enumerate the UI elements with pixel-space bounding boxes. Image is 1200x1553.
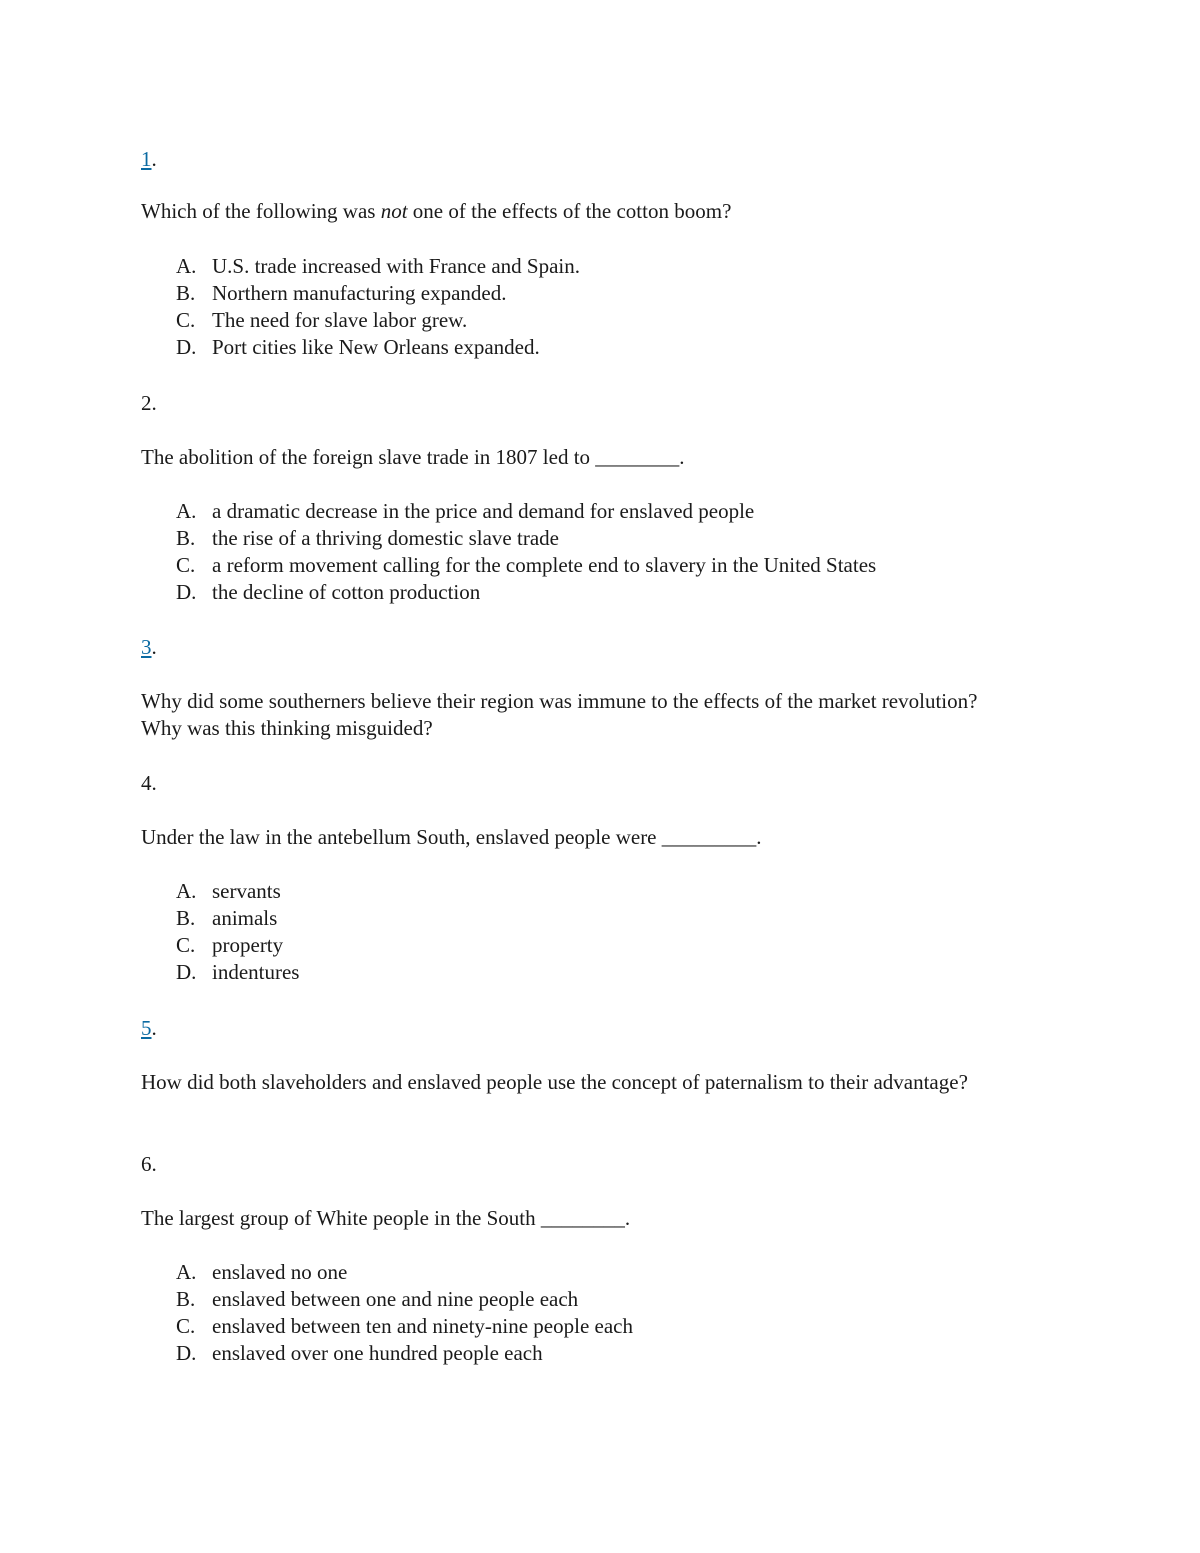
question-1 xyxy=(141,145,1021,361)
option-b: B. enslaved between one and nine people each xyxy=(176,1287,579,1311)
question-number: 6. xyxy=(141,1152,157,1176)
option-a: A. servants xyxy=(176,879,281,903)
option-b: B. the rise of a thriving domestic slave trade xyxy=(176,526,559,550)
question-3 xyxy=(141,633,1021,742)
question-6 xyxy=(141,1150,1021,1367)
answer-options xyxy=(141,878,1021,986)
option-d: D. indentures xyxy=(176,960,300,984)
option-a: A. a dramatic decrease in the price and demand for enslaved people xyxy=(176,499,755,523)
option-b: B. animals xyxy=(176,906,278,930)
question-text: Which of the following was not one of the effects of the cotton boom? xyxy=(141,199,732,223)
option-c: C. enslaved between ten and ninety-nine people each xyxy=(176,1314,633,1338)
question-5 xyxy=(141,1014,1021,1096)
question-text: The largest group of White people in the South ________. xyxy=(141,1206,631,1230)
answer-options xyxy=(141,253,1021,361)
question-text: Why did some southerners believe their region was immune to the effects of the market revolution? Why was this thinking misguided? xyxy=(141,689,978,740)
option-d: D. Port cities like New Orleans expanded. xyxy=(176,335,540,359)
emphasis: not xyxy=(380,199,408,223)
question-text: The abolition of the foreign slave trade in 1807 led to ________. xyxy=(141,445,685,469)
question-number-link[interactable]: 3 xyxy=(141,635,152,659)
option-c: C. a reform movement calling for the complete end to slavery in the United States xyxy=(176,553,877,577)
question-4 xyxy=(141,769,1021,986)
question-2 xyxy=(141,389,1021,606)
option-a: A. enslaved no one xyxy=(176,1260,348,1284)
option-b: B. Northern manufacturing expanded. xyxy=(176,281,507,305)
option-d: D. enslaved over one hundred people each xyxy=(176,1341,543,1365)
question-number: 4. xyxy=(141,771,157,795)
question-text: How did both slaveholders and enslaved people use the concept of paternalism to their advantage? xyxy=(141,1070,968,1094)
question-number: 3. xyxy=(141,635,157,659)
question-text: Under the law in the antebellum South, enslaved people were _________. xyxy=(141,825,762,849)
question-number-link[interactable]: 5 xyxy=(141,1016,152,1040)
option-d: D. the decline of cotton production xyxy=(176,580,481,604)
question-number: 2. xyxy=(141,391,157,415)
option-a: A. U.S. trade increased with France and Spain. xyxy=(176,254,580,278)
option-c: C. property xyxy=(176,933,284,957)
option-c: C. The need for slave labor grew. xyxy=(176,308,468,332)
question-number: 1. xyxy=(141,147,157,171)
answer-options xyxy=(141,498,1021,606)
question-number: 5. xyxy=(141,1016,157,1040)
answer-options xyxy=(141,1259,1021,1367)
question-number-link[interactable]: 1 xyxy=(141,147,152,171)
